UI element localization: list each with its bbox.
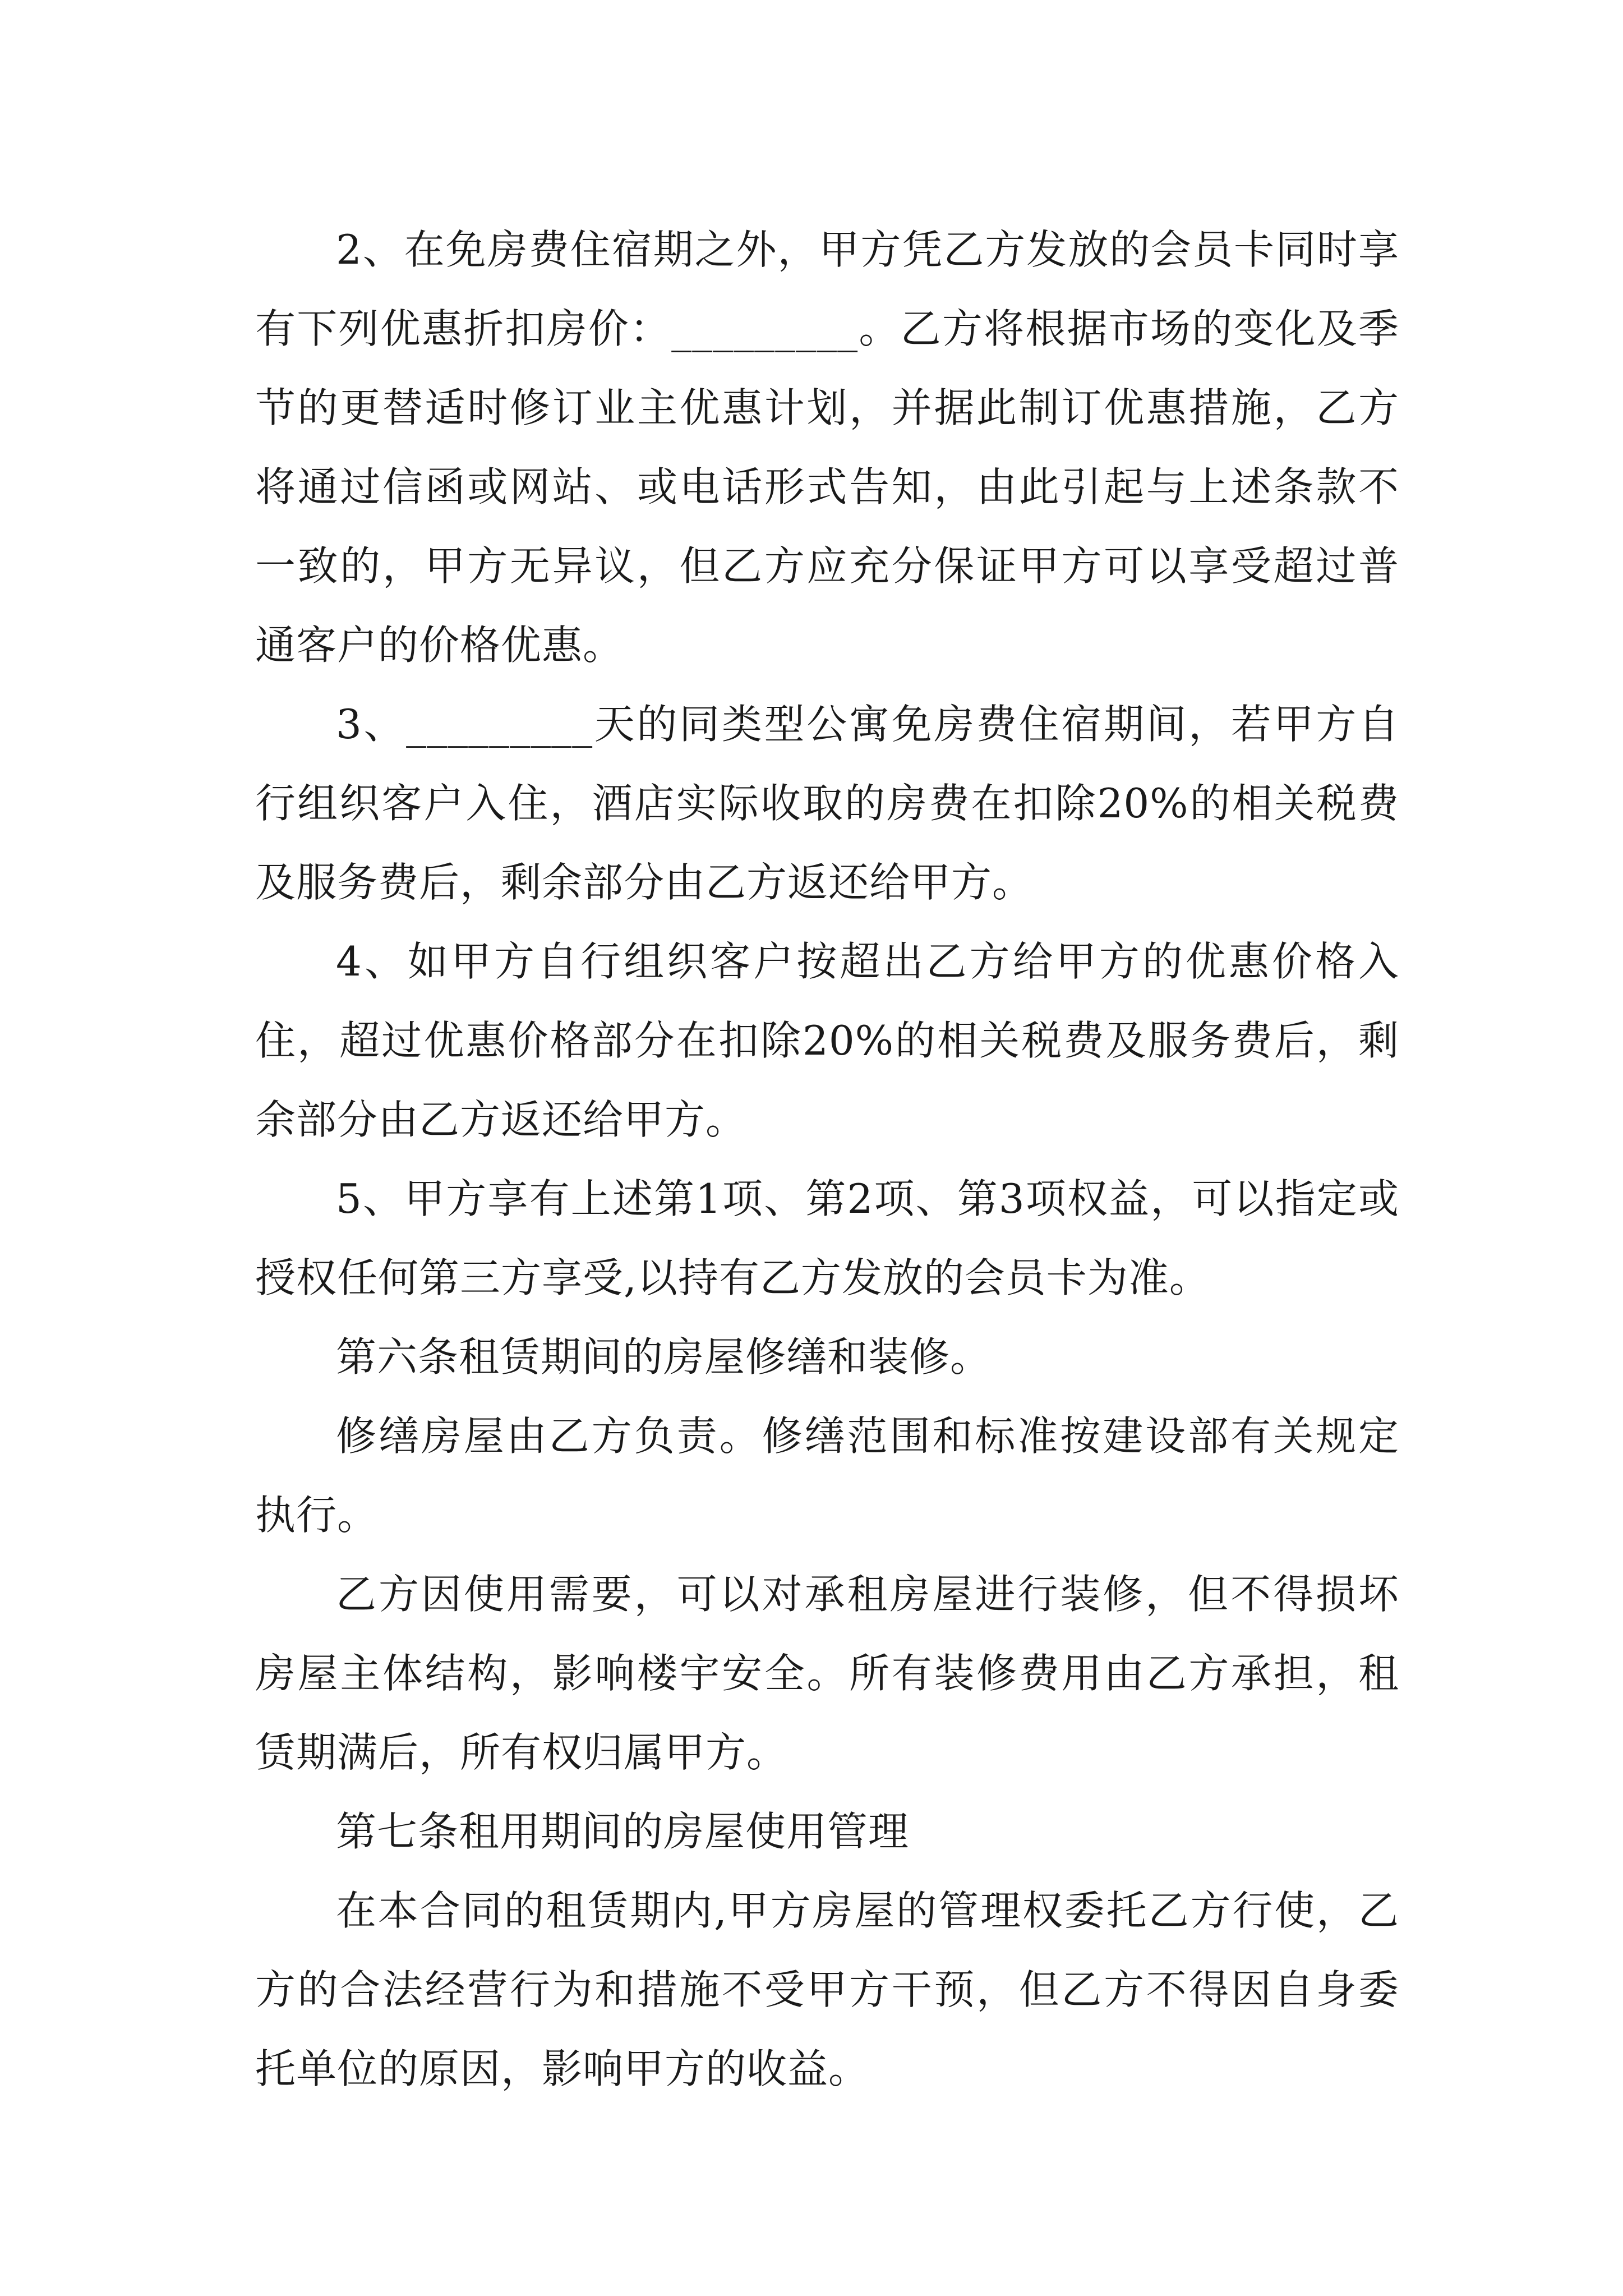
paragraph-item-3-free-stay: 3、_________天的同类型公寓免房费住宿期间，若甲方自行组织客户入住，酒店实际收取的房费在扣除20%的相关税费及服务费后，剩余部分由乙方返还给甲方。 bbox=[255, 701, 1399, 906]
paragraph-item-4-excess-price: 4、如甲方自行组织客户按超出乙方给甲方的优惠价格入住，超过优惠价格部分在扣除20%的相关税费及服务费后，剩余部分由乙方返还给甲方。 bbox=[255, 938, 1399, 1143]
paragraph-decoration: 乙方因使用需要，可以对承租房屋进行装修，但不得损坏房屋主体结构，影响楼宇安全。所有装修费用由乙方承担，租赁期满后，所有权归属甲方。 bbox=[255, 1571, 1399, 1776]
document-body bbox=[255, 210, 1399, 2109]
paragraph-repair: 修缮房屋由乙方负责。修缮范围和标准按建设部有关规定执行。 bbox=[255, 1412, 1399, 1539]
paragraph-item-5-third-party: 5、甲方享有上述第1项、第2项、第3项权益，可以指定或授权任何第三方享受,以持有乙方发放的会员卡为准。 bbox=[255, 1175, 1399, 1301]
paragraph-item-2-discount: 2、在免房费住宿期之外，甲方凭乙方发放的会员卡同时享有下列优惠折扣房价：_________。乙方将根据市场的变化及季节的更替适时修订业主优惠计划，并据此制订优惠措施，乙方将通过信函或网站、或电话形式告知，由此引起与上述条款不一致的，甲方无异议，但乙方应充分保证甲方可以享受超过普通客户的价格优惠。 bbox=[255, 226, 1399, 669]
article-seven-heading: 第七条租用期间的房屋使用管理 bbox=[336, 1808, 910, 1855]
paragraph-management: 在本合同的租赁期内,甲方房屋的管理权委托乙方行使，乙方的合法经营行为和措施不受甲方干预，但乙方不得因自身委托单位的原因，影响甲方的收益。 bbox=[255, 1887, 1399, 2092]
article-six-heading: 第六条租赁期间的房屋修缮和装修。 bbox=[336, 1333, 992, 1381]
